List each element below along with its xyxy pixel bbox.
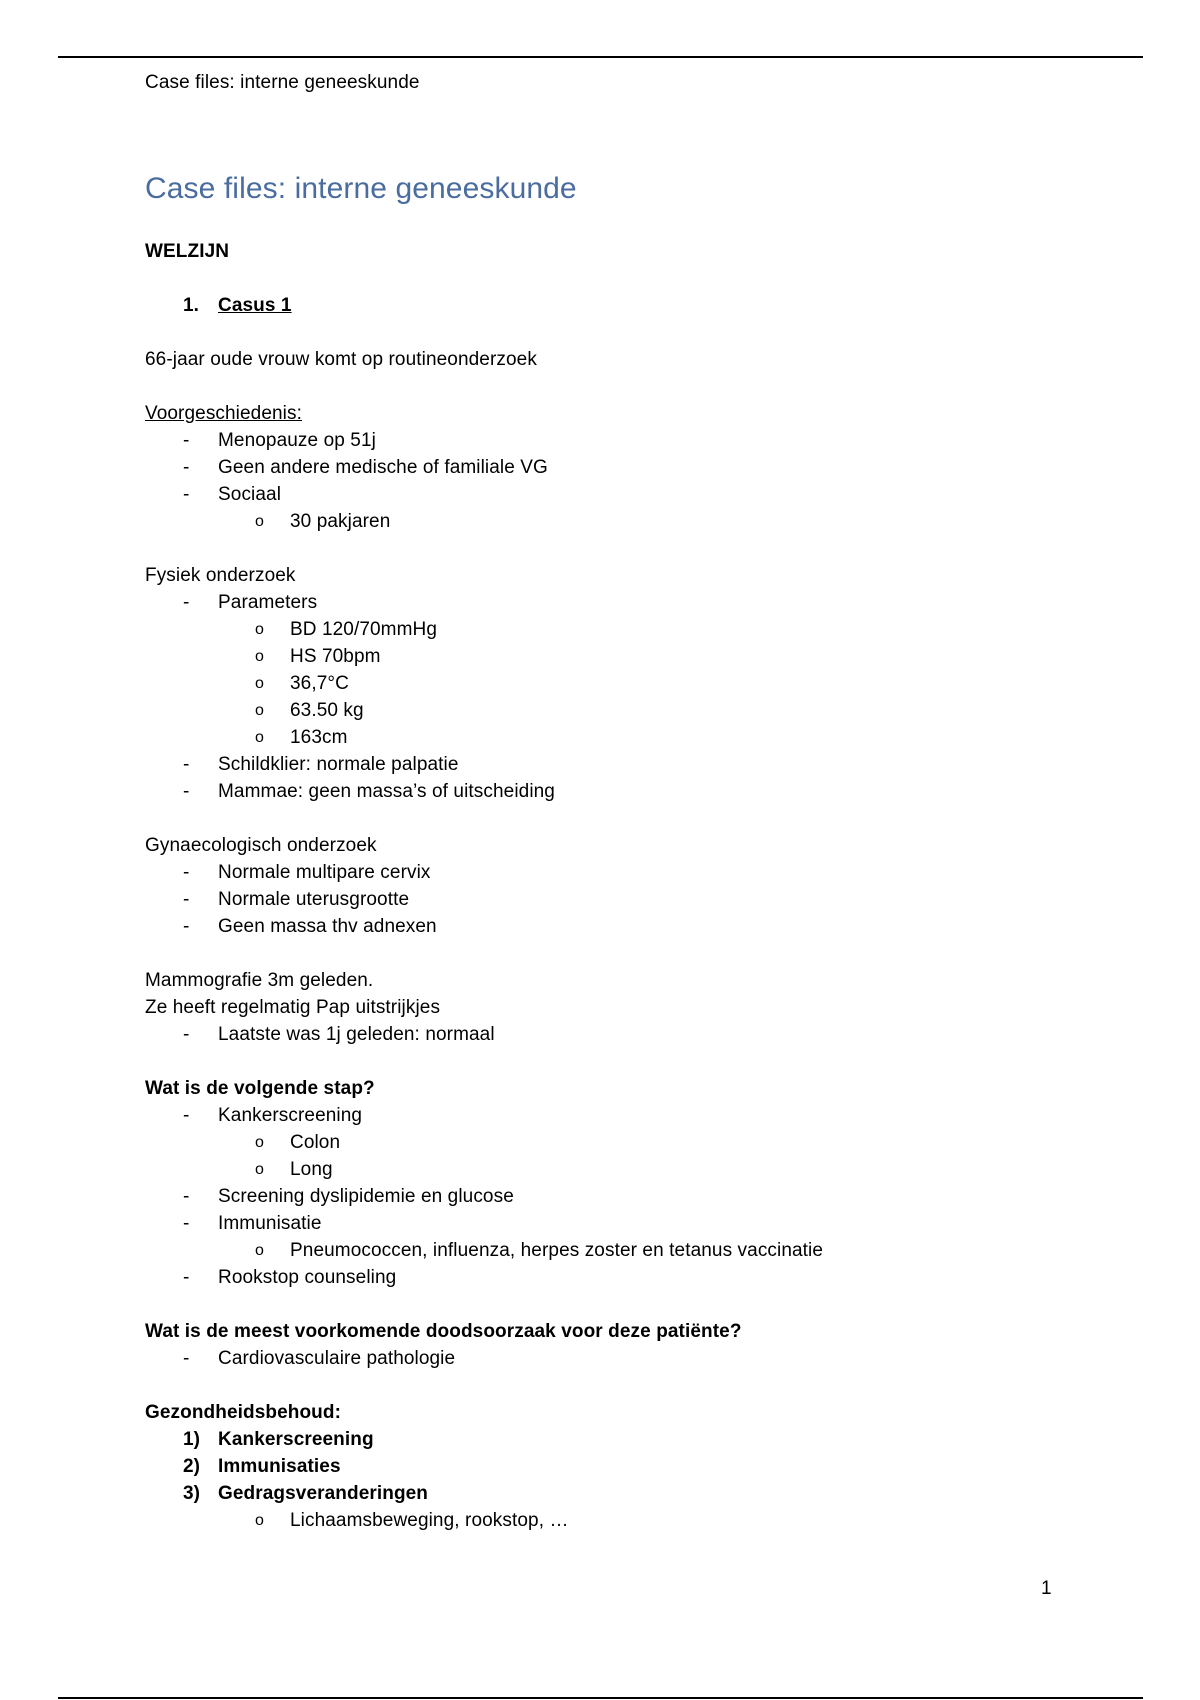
- list-dash: -: [183, 1186, 190, 1207]
- casus-title: Casus 1: [218, 295, 292, 316]
- list-item: Menopauze op 51j: [218, 430, 376, 451]
- pap-line: Ze heeft regelmatig Pap uitstrijkjes: [145, 997, 441, 1018]
- list-dash: -: [183, 1348, 190, 1369]
- sub-list-item: 63.50 kg: [290, 700, 364, 721]
- list-item: Mammae: geen massa’s of uitscheiding: [218, 781, 555, 802]
- list-circle: o: [255, 648, 264, 665]
- list-dash: -: [183, 1267, 190, 1288]
- voorgeschiedenis-heading: Voorgeschiedenis:: [145, 403, 302, 424]
- list-item: Geen andere medische of familiale VG: [218, 457, 548, 478]
- list-item: Sociaal: [218, 484, 282, 505]
- list-dash: -: [183, 430, 190, 451]
- list-item: Rookstop counseling: [218, 1267, 397, 1288]
- list-circle: o: [255, 621, 264, 638]
- sub-list-item: Lichaamsbeweging, rookstop, …: [290, 1510, 569, 1531]
- list-item: Parameters: [218, 592, 318, 613]
- list-item: Geen massa thv adnexen: [218, 916, 437, 937]
- list-circle: o: [255, 1242, 264, 1259]
- question-next-step: Wat is de volgende stap?: [145, 1078, 375, 1099]
- list-dash: -: [183, 592, 190, 613]
- footer-rule: [58, 1697, 1143, 1699]
- numbered-item: Immunisaties: [218, 1456, 341, 1477]
- numbered-marker: 2): [183, 1456, 201, 1477]
- sub-list-item: Colon: [290, 1132, 341, 1153]
- list-item: Screening dyslipidemie en glucose: [218, 1186, 514, 1207]
- list-item: Normale multipare cervix: [218, 862, 431, 883]
- list-circle: o: [255, 513, 264, 530]
- mammo-line: Mammografie 3m geleden.: [145, 970, 374, 991]
- running-header: Case files: interne geneeskunde: [145, 72, 420, 93]
- list-item: Kankerscreening: [218, 1105, 363, 1126]
- case-intro: 66-jaar oude vrouw komt op routineonderzoek: [145, 349, 537, 370]
- gezondheidsbehoud-heading: Gezondheidsbehoud:: [145, 1402, 342, 1423]
- gynaeco-heading: Gynaecologisch onderzoek: [145, 835, 377, 856]
- list-dash: -: [183, 781, 190, 802]
- list-circle: o: [255, 702, 264, 719]
- casus-number: 1.: [183, 295, 200, 316]
- list-dash: -: [183, 916, 190, 937]
- header-rule: [58, 56, 1143, 58]
- sub-list-item: HS 70bpm: [290, 646, 381, 667]
- section-heading: WELZIJN: [145, 241, 230, 262]
- list-item: Immunisatie: [218, 1213, 322, 1234]
- list-dash: -: [183, 862, 190, 883]
- list-dash: -: [183, 1105, 190, 1126]
- numbered-marker: 1): [183, 1429, 201, 1450]
- list-item: Cardiovasculaire pathologie: [218, 1348, 456, 1369]
- list-circle: o: [255, 729, 264, 746]
- list-circle: o: [255, 675, 264, 692]
- list-dash: -: [183, 1213, 190, 1234]
- list-dash: -: [183, 1024, 190, 1045]
- sub-list-item: BD 120/70mmHg: [290, 619, 438, 640]
- list-circle: o: [255, 1134, 264, 1151]
- list-circle: o: [255, 1512, 264, 1529]
- list-dash: -: [183, 754, 190, 775]
- question-cause-of-death: Wat is de meest voorkomende doodsoorzaak voor deze patiënte?: [145, 1321, 742, 1342]
- sub-list-item: Pneumococcen, influenza, herpes zoster en tetanus vaccinatie: [290, 1240, 824, 1261]
- list-item: Normale uterusgrootte: [218, 889, 410, 910]
- numbered-item: Gedragsveranderingen: [218, 1483, 429, 1504]
- list-dash: -: [183, 889, 190, 910]
- sub-list-item: 36,7°C: [290, 673, 349, 694]
- sub-list-item: Long: [290, 1159, 333, 1180]
- document-title: Case files: interne geneeskunde: [145, 172, 577, 205]
- list-dash: -: [183, 457, 190, 478]
- list-item: Laatste was 1j geleden: normaal: [218, 1024, 495, 1045]
- fysiek-heading: Fysiek onderzoek: [145, 565, 296, 586]
- list-item: Schildklier: normale palpatie: [218, 754, 459, 775]
- page-number: 1: [1041, 1578, 1052, 1599]
- numbered-marker: 3): [183, 1483, 201, 1504]
- sub-list-item: 30 pakjaren: [290, 511, 391, 532]
- numbered-item: Kankerscreening: [218, 1429, 374, 1450]
- list-dash: -: [183, 484, 190, 505]
- list-circle: o: [255, 1161, 264, 1178]
- sub-list-item: 163cm: [290, 727, 348, 748]
